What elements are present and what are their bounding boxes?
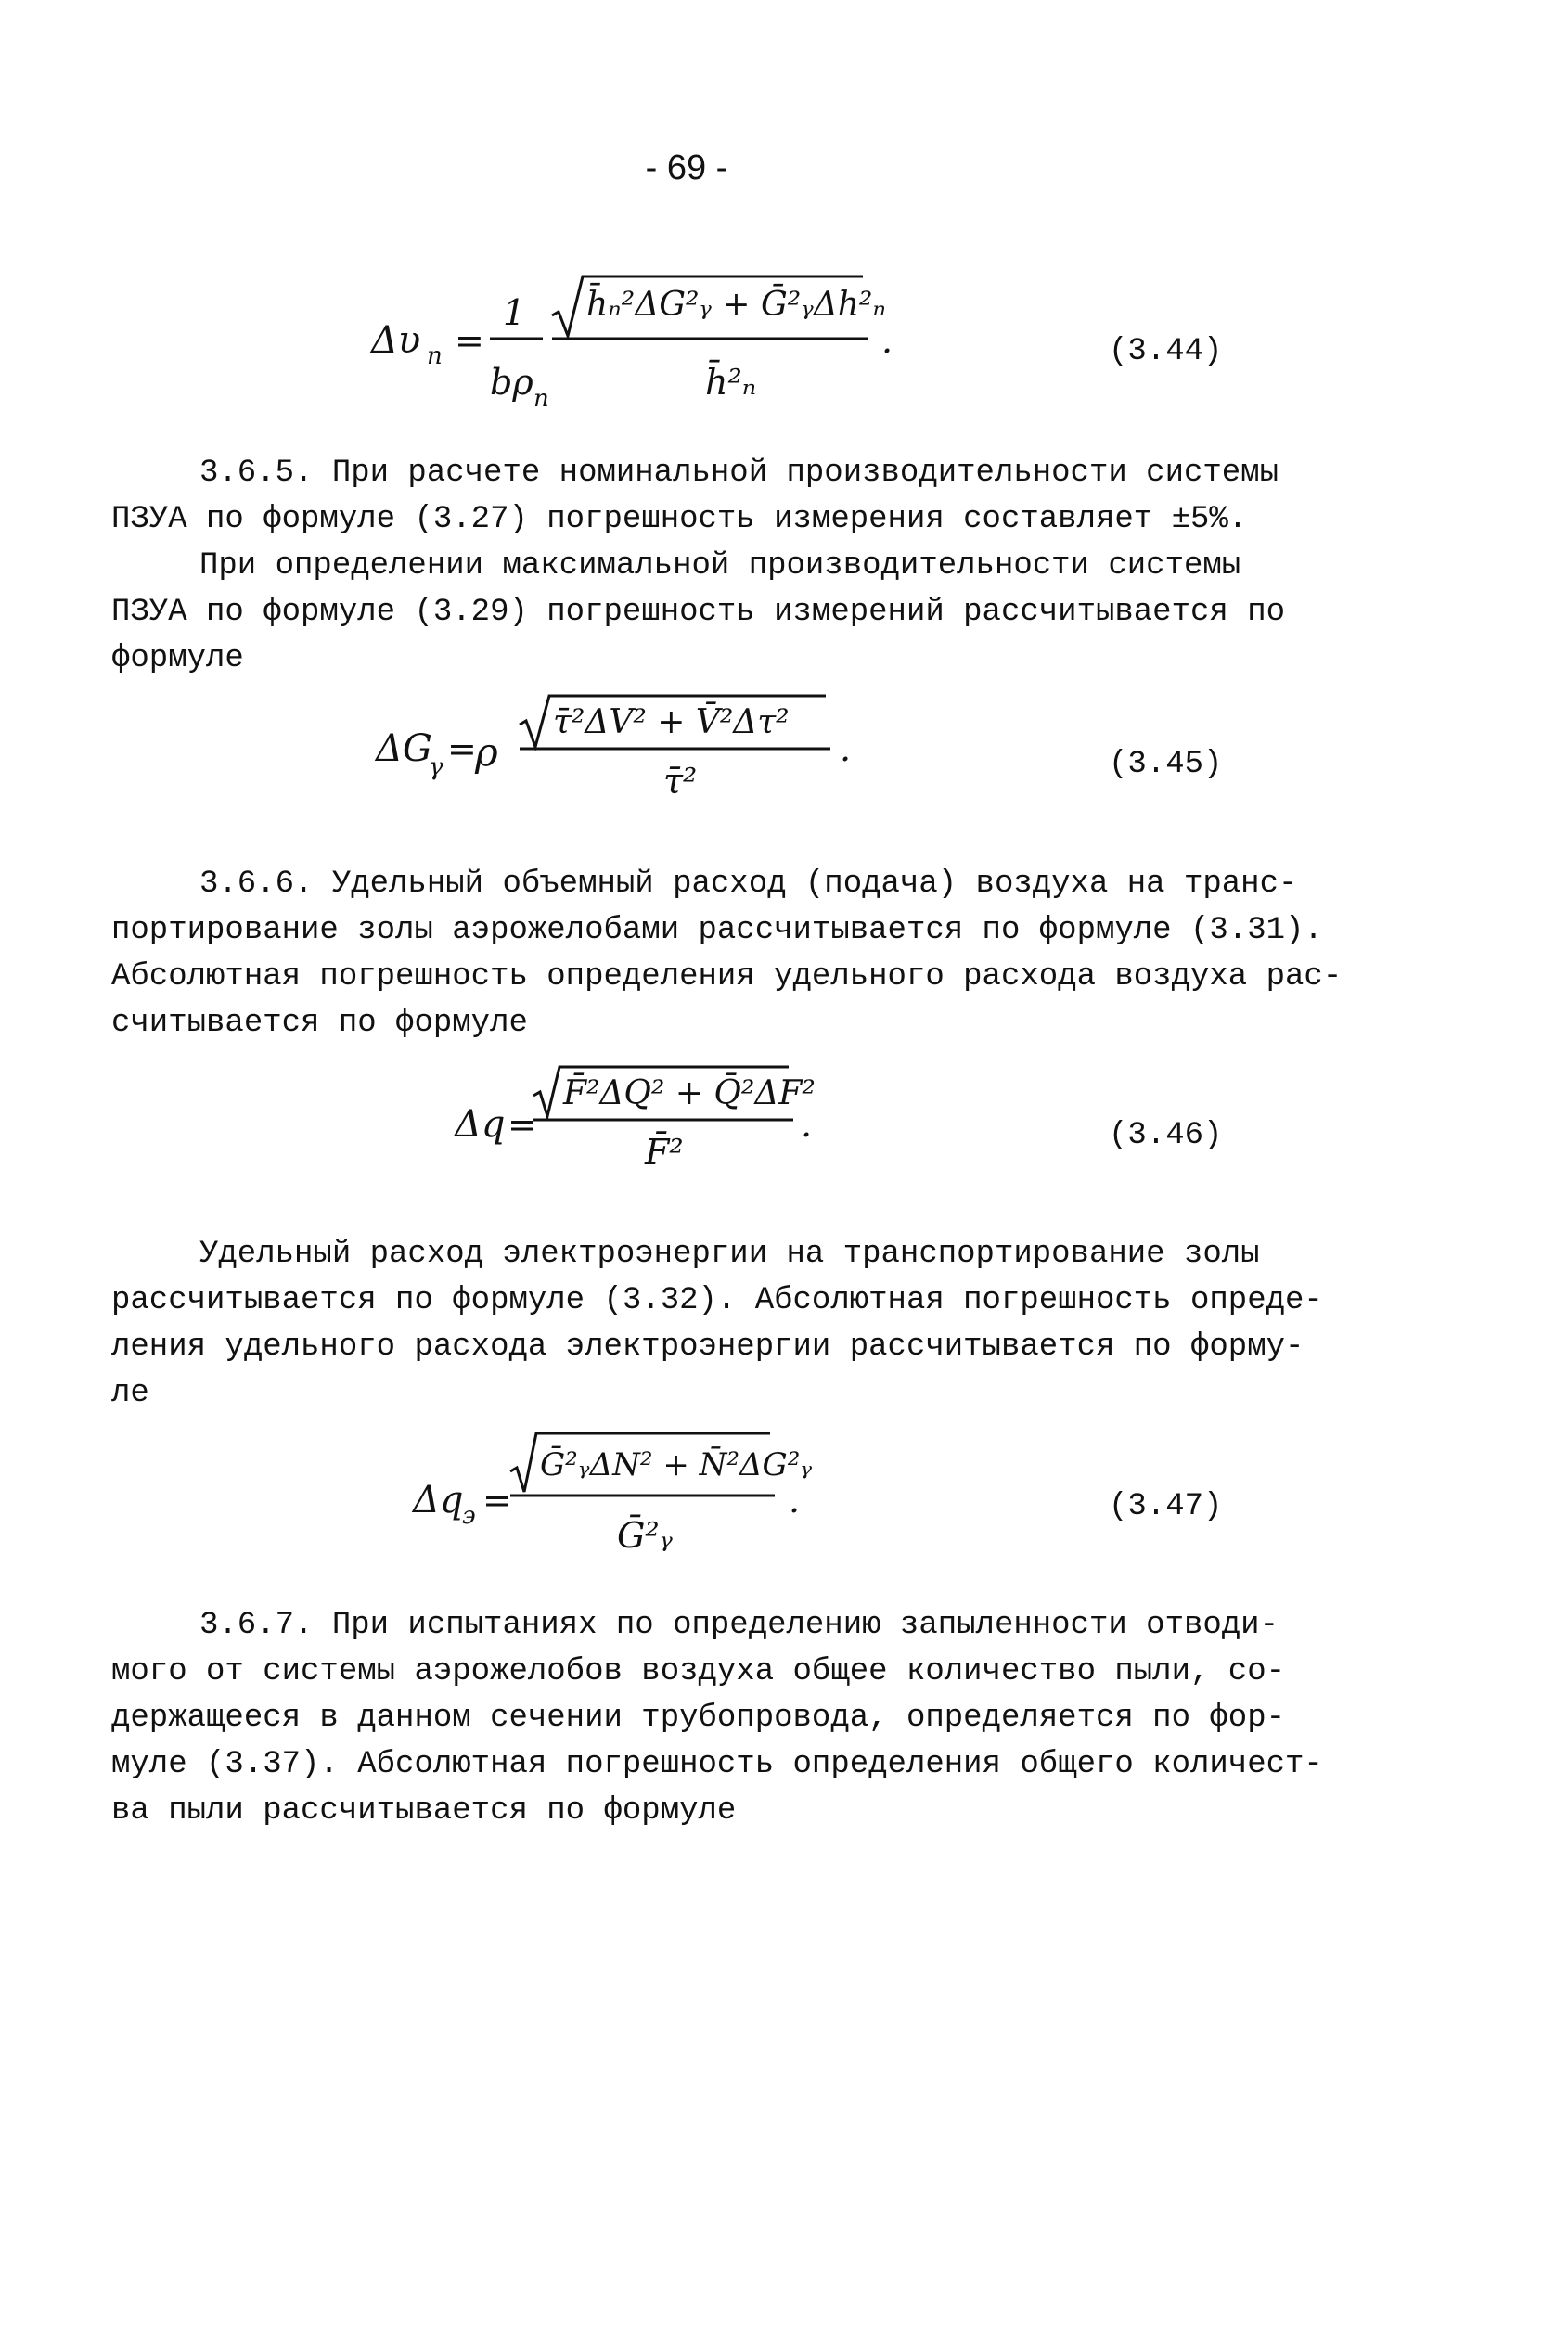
formula-lhs-sub: γ xyxy=(429,753,443,781)
formula-denominator: F̄² xyxy=(645,1132,684,1173)
equation-number: (3.44) xyxy=(1109,334,1223,369)
formula-denominator: τ̄² xyxy=(663,761,698,802)
formula-numerator: Ḡ²ᵧΔN² + N̄²ΔG²ᵧ xyxy=(540,1446,813,1483)
svg-text:=: = xyxy=(482,1480,512,1521)
equation-number: (3.46) xyxy=(1109,1118,1223,1153)
text-line: портирование золы аэрожелобами рассчитывается по формуле (3.31). xyxy=(111,913,1323,948)
text-line: муле (3.37). Абсолютная погрешность определения общего количест- xyxy=(111,1747,1323,1782)
svg-text:=: = xyxy=(455,320,484,361)
text-line: 3.6.5. При расчете номинальной производительности системы xyxy=(199,456,1279,491)
svg-text:=: = xyxy=(447,728,477,769)
text-line: рассчитывается по формуле (3.32). Абсолютная погрешность опреде- xyxy=(111,1283,1323,1318)
text-line: мого от системы аэрожелобов воздуха общее количество пыли, со- xyxy=(111,1654,1286,1689)
formula-end: . xyxy=(881,320,893,361)
text-line: ПЗУА по формуле (3.29) погрешность измерений рассчитывается по xyxy=(111,595,1286,630)
text-line: ПЗУА по формуле (3.27) погрешность измерения составляет ±5%. xyxy=(111,502,1248,537)
text-line: держащееся в данном сечении трубопровода, определяется по фор- xyxy=(111,1701,1286,1736)
text-line: 3.6.6. Удельный объемный расход (подача) воздуха на транс- xyxy=(199,867,1298,902)
formula-coef-den-sub: n xyxy=(533,385,549,413)
text-line: ле xyxy=(111,1376,149,1411)
formula-lhs: Δq xyxy=(455,1103,506,1146)
equation-number: (3.45) xyxy=(1109,747,1223,782)
formula-coef: ρ xyxy=(475,729,498,775)
formula-end: . xyxy=(801,1104,813,1145)
formula-denominator: Ḡ²ᵧ xyxy=(617,1515,673,1556)
formula-end: . xyxy=(789,1480,801,1521)
formula-coef-num: 1 xyxy=(503,292,526,333)
formula-numerator: F̄²ΔQ² + Q̄²ΔF² xyxy=(563,1074,816,1112)
text-line: ления удельного расхода электроэнергии рассчитывается по форму- xyxy=(111,1329,1305,1365)
formula-3-47 xyxy=(408,1429,835,1577)
text-line: При определении максимальной производительности системы xyxy=(199,548,1241,584)
formula-denominator: h̄²ₙ xyxy=(705,362,757,403)
text-line: формуле xyxy=(111,641,244,676)
paragraph-3-6-7 xyxy=(111,1602,1323,1834)
formula-lhs: ΔG xyxy=(376,727,432,770)
formula-lhs: Δq xyxy=(413,1479,464,1522)
text-line bold: Удельный расход электроэнергии на транспортирование золы xyxy=(199,1237,1260,1272)
paragraph-electricity xyxy=(111,1231,1323,1417)
paragraph-3-6-5 xyxy=(111,450,1280,543)
page-number: - 69 - xyxy=(645,148,728,187)
text-line: Абсолютная погрешность определения удельного расхода воздуха рас- xyxy=(111,959,1343,995)
formula-lhs-sub: n xyxy=(427,342,443,370)
text-line: 3.6.7. При испытаниях по определению запыленности отводи- xyxy=(199,1608,1279,1643)
formula-3-44 xyxy=(362,269,937,427)
paragraph-3-6-5-continued xyxy=(111,543,1286,682)
svg-text:=: = xyxy=(508,1104,537,1145)
formula-coef-den: bρ xyxy=(490,362,533,403)
text-line: считывается по формуле xyxy=(111,1006,528,1041)
formula-3-45 xyxy=(371,691,891,821)
formula-lhs: Δυ xyxy=(371,319,421,362)
paragraph-3-6-6 xyxy=(111,861,1343,1047)
formula-3-46 xyxy=(450,1062,840,1192)
formula-end: . xyxy=(840,728,852,769)
formula-numerator: τ̄²ΔV² + V̄²Δτ² xyxy=(553,703,790,741)
formula-lhs-sub: э xyxy=(462,1502,476,1530)
equation-number: (3.47) xyxy=(1109,1489,1223,1524)
formula-numerator: h̄ₙ²ΔG²ᵧ + Ḡ²ᵧΔh²ₙ xyxy=(586,286,886,324)
text-line: ва пыли рассчитывается по формуле xyxy=(111,1793,737,1829)
